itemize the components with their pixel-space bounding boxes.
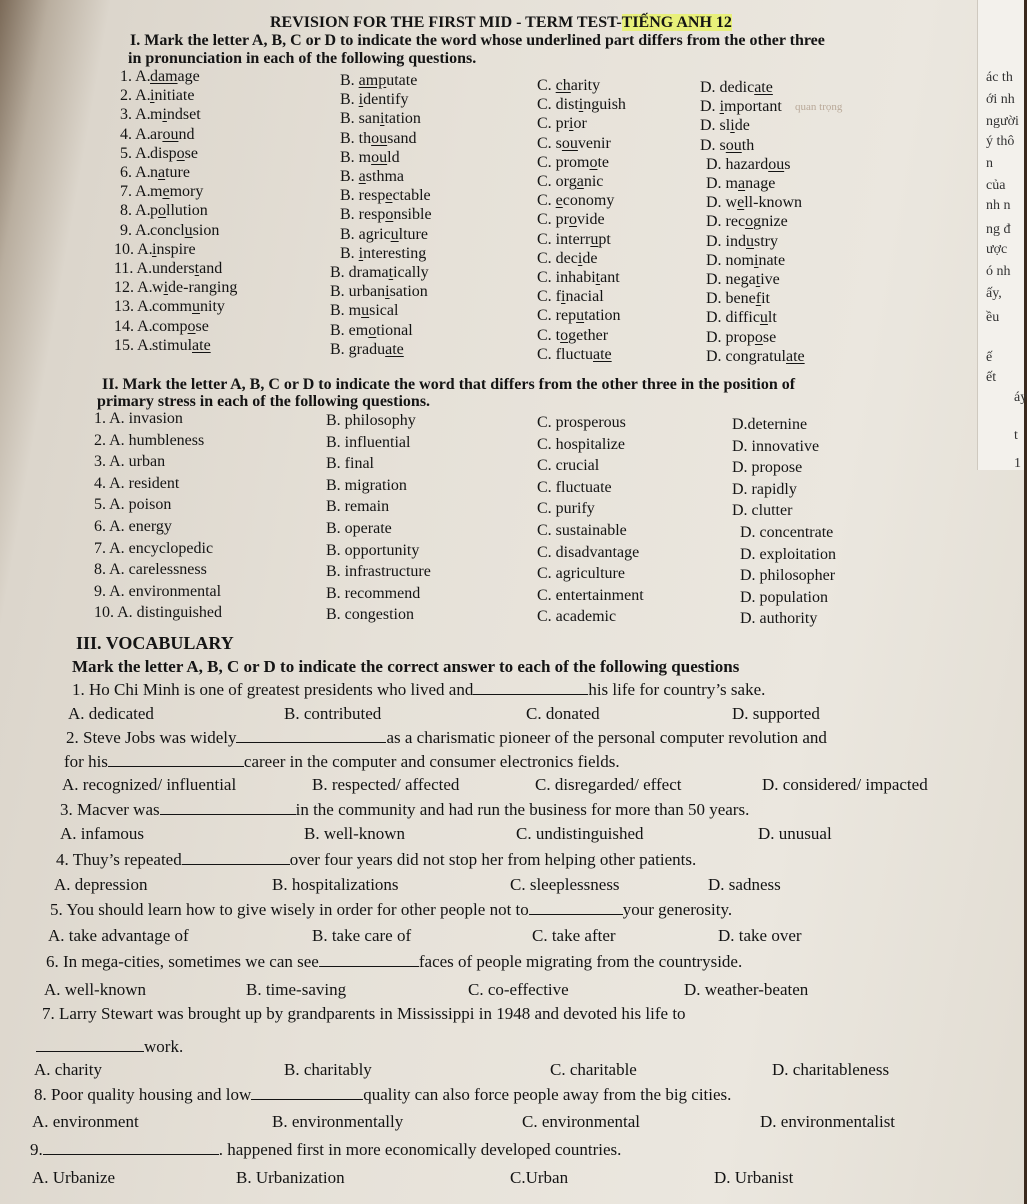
margin-note-4: ý thô <box>986 134 1015 149</box>
s3-q1-option-c: C. donated <box>526 704 600 723</box>
s3-q4-option-b: B. hospitalizations <box>272 875 399 894</box>
margin-note-2: ới nh <box>986 92 1015 107</box>
s1-q7-number: 7. A. <box>120 183 151 201</box>
s1-q2-number: 2. A. <box>120 87 151 105</box>
s2-q2-option-c: C. hospitalize <box>537 435 625 453</box>
margin-note-9: ược <box>986 242 1008 257</box>
s1-q7-option-a: memory <box>150 183 204 201</box>
s2-q4-option-d: D. rapidly <box>732 480 797 498</box>
s3-q7-stem-cont-blank[interactable] <box>36 1037 144 1052</box>
s2-q1-option-c: C. prosperous <box>537 414 626 431</box>
margin-note-7: nh n <box>986 198 1011 213</box>
s1-q3-option-b: B. sanitation <box>340 110 421 128</box>
s1-q1-option-b: B. amputate <box>340 72 418 89</box>
s3-q5-stem: 5. You should learn how to give wisely in order for other people not to your generosity. <box>50 900 733 919</box>
s2-q10-option-a: 10. A. distinguished <box>94 604 223 622</box>
s1-q12-option-c: C. finacial <box>537 288 604 306</box>
s2-q6-option-c: C. sustainable <box>537 522 627 539</box>
s2-q9-option-a: 9. A. environmental <box>94 582 222 600</box>
s1-q4-option-d: D. south <box>700 136 755 154</box>
s2-q3-option-a: 3. A. urban <box>94 453 166 471</box>
margin-note-1: ác th <box>986 70 1013 85</box>
s1-q3-option-a: mindset <box>150 106 201 124</box>
s3-q2-option-b: B. respected/ affected <box>312 775 460 794</box>
s1-q6-number: 6. A. <box>120 164 151 181</box>
s1-q10-number: 10. A. <box>114 240 153 258</box>
s1-q7-option-d: D. well-known <box>706 194 802 212</box>
s1-q7-option-b: B. respectable <box>340 187 431 205</box>
s1-q6-option-b: B. asthma <box>340 168 404 185</box>
s1-q9-option-b: B. agriculture <box>340 225 428 243</box>
s1-q6-option-d: D. manage <box>706 175 776 192</box>
s3-q8-option-b: B. environmentally <box>272 1112 404 1131</box>
s1-q15-option-c: C. fluctuate <box>537 345 612 363</box>
s1-q11-option-b: B. dramatically <box>330 264 429 281</box>
margin-note-12: ều <box>986 310 1000 325</box>
s2-q5-option-a: 5. A. poison <box>94 496 172 514</box>
s3-q5-option-d: D. take over <box>718 926 802 945</box>
s1-q13-option-d: D. difficult <box>706 309 777 327</box>
s1-q1-number: 1. A. <box>120 68 151 85</box>
s1-q13-option-a: community <box>152 298 225 316</box>
s1-q9-option-c: C. interrupt <box>537 230 611 248</box>
s1-q4-option-a: around <box>150 125 195 143</box>
s3-q2-stem-cont-blank[interactable] <box>108 752 244 767</box>
s3-q2-stem-cont: for his career in the computer and consumer electronics fields. <box>64 752 620 771</box>
s3-q3-option-c: C. undistinguished <box>516 824 644 843</box>
s1-q9-number: 9. A. <box>120 221 151 239</box>
s1-q3-option-c: C. prior <box>537 115 587 133</box>
s2-q10-option-b: B. congestion <box>326 606 414 624</box>
s3-q5-option-b: B. take care of <box>312 926 412 945</box>
margin-note-16: t <box>1014 428 1018 443</box>
s3-q8-option-c: C. environmental <box>522 1112 641 1131</box>
s1-q14-option-b: B. emotional <box>330 321 413 339</box>
s1-q10-option-c: C. decide <box>537 249 598 267</box>
margin-note-13: ế <box>986 350 993 365</box>
s1-q1-option-d: D. dedicate <box>700 79 773 96</box>
s2-q4-option-c: C. fluctuate <box>537 478 612 496</box>
s2-q10-option-d: D. authority <box>740 610 818 628</box>
s1-q10-option-a: inspire <box>152 240 196 258</box>
s3-q7-option-a: A. charity <box>34 1060 102 1079</box>
s1-q8-option-d: D. recognize <box>706 213 788 231</box>
section1-heading-cont: in pronunciation in each of the following questions. <box>128 50 477 67</box>
s3-q9-option-d: D. Urbanist <box>714 1168 794 1187</box>
s1-q2-option-a: initiate <box>150 87 195 105</box>
s1-q10-option-b: B. interesting <box>340 244 427 262</box>
s3-q2-option-d: D. considered/ impacted <box>762 775 928 794</box>
s3-q3-stem: 3. Macver was in the community and had run the business for more than 50 years. <box>60 800 750 819</box>
s1-q13-option-b: B. musical <box>330 302 399 320</box>
section2-heading: II. Mark the letter A, B, C or D to indicate the word that differs from the other three in the position of <box>102 376 796 393</box>
s3-q6-stem: 6. In mega-cities, sometimes we can see faces of people migrating from the countryside. <box>46 952 743 971</box>
s2-q9-option-d: D. population <box>740 588 828 606</box>
s1-q8-option-b: B. responsible <box>340 206 432 224</box>
s3-q7-option-c: C. charitable <box>550 1060 637 1079</box>
s1-q12-option-b: B. urbanisation <box>330 283 428 301</box>
s1-q8-option-a: pollution <box>150 202 208 220</box>
s1-q3-number: 3. A. <box>120 106 151 124</box>
s3-q9-stem: 9. . happened first in more economically developed countries. <box>30 1140 622 1159</box>
margin-note-6: của <box>986 178 1006 193</box>
s3-q9-option-c: C.Urban <box>510 1168 569 1187</box>
s1-q5-option-b: B. mould <box>340 148 400 166</box>
s1-q6-option-c: C. organic <box>537 173 604 190</box>
s2-q9-option-c: C. entertainment <box>537 586 644 604</box>
s3-q3-option-d: D. unusual <box>758 824 832 843</box>
margin-note-11: ấy, <box>986 286 1002 301</box>
s3-q2-stem-blank[interactable] <box>236 728 386 743</box>
s2-q1-option-a: 1. A. invasion <box>94 410 183 427</box>
s2-q6-option-d: D. concentrate <box>740 524 834 541</box>
s2-q1-option-d: D.deternine <box>732 416 808 433</box>
s1-q4-number: 4. A. <box>120 125 151 143</box>
s3-q7-stem: 7. Larry Stewart was brought up by grandparents in Mississippi in 1948 and devoted his life to <box>42 1004 686 1023</box>
s3-q8-stem: 8. Poor quality housing and low quality can also force people away from the big cities. <box>34 1085 732 1104</box>
pencil-annotation: quan trọng <box>795 101 843 113</box>
s1-q14-option-d: D. propose <box>706 328 777 346</box>
s1-q15-option-b: B. graduate <box>330 340 404 358</box>
s3-q3-option-b: B. well-known <box>304 824 406 843</box>
s2-q1-option-b: B. philosophy <box>326 412 416 429</box>
s1-q2-option-c: C. distinguish <box>537 96 626 114</box>
s3-q6-stem-blank[interactable] <box>319 952 419 967</box>
s1-q5-option-a: dispose <box>150 144 198 162</box>
s2-q5-option-b: B. remain <box>326 498 390 516</box>
s2-q3-option-d: D. propose <box>732 459 803 477</box>
s1-q1-option-a: damage <box>150 68 200 85</box>
s2-q2-option-b: B. influential <box>326 433 411 451</box>
s1-q15-option-a: stimulate <box>152 336 211 354</box>
s1-q8-number: 8. A. <box>120 202 151 220</box>
section3-heading: III. VOCABULARY <box>76 633 234 653</box>
s1-q5-option-d: D. hazardous <box>706 155 791 173</box>
s1-q2-option-d: D. important <box>700 98 782 116</box>
s1-q1-option-c: C. charity <box>537 77 601 94</box>
s3-q2-option-a: A. recognized/ influential <box>62 775 237 794</box>
s1-q14-number: 14. A. <box>114 317 153 335</box>
s1-q9-option-a: conclusion <box>150 221 220 239</box>
s3-q6-option-b: B. time-saving <box>246 980 347 999</box>
s1-q12-option-a: wide-ranging <box>152 279 238 297</box>
s3-q9-option-b: B. Urbanization <box>236 1168 345 1187</box>
s3-q3-stem-blank[interactable] <box>160 800 296 815</box>
s1-q12-option-d: D. benefit <box>706 290 770 308</box>
s3-q6-option-d: D. weather-beaten <box>684 980 809 999</box>
s3-q1-option-b: B. contributed <box>284 704 382 723</box>
s1-q12-number: 12. A. <box>114 279 153 297</box>
s3-q2-stem: 2. Steve Jobs was widely as a charismatic pioneer of the personal computer revolution and <box>66 728 827 747</box>
s3-q7-stem-cont: work. <box>36 1037 183 1057</box>
s2-q7-option-c: C. disadvantage <box>537 543 640 561</box>
s3-q1-stem: 1. Ho Chi Minh is one of greatest presidents who lived and his life for country’s sake. <box>72 680 766 699</box>
margin-note-5: n <box>986 156 993 171</box>
s2-q8-option-d: D. philosopher <box>740 567 836 585</box>
s3-q4-stem: 4. Thuy’s repeated over four years did not stop her from helping other patients. <box>56 850 697 869</box>
margin-note-17: 1 <box>1014 456 1021 471</box>
s2-q4-option-a: 4. A. resident <box>94 474 180 492</box>
section1-heading: I. Mark the letter A, B, C or D to indicate the word whose underlined part differs from the other three <box>130 32 825 49</box>
s3-q6-option-a: A. well-known <box>44 980 146 999</box>
s1-q2-option-b: B. identify <box>340 91 409 109</box>
s3-q9-stem-blank[interactable] <box>43 1140 219 1155</box>
s1-q11-option-d: D. negative <box>706 271 780 288</box>
s2-q7-option-a: 7. A. encyclopedic <box>94 539 214 557</box>
s3-q9-option-a: A. Urbanize <box>32 1168 116 1187</box>
s3-q8-stem-blank[interactable] <box>251 1085 363 1100</box>
s2-q7-option-b: B. opportunity <box>326 541 420 559</box>
s1-q5-option-c: C. promote <box>537 153 609 171</box>
s1-q15-option-d: D. congratulate <box>706 347 805 365</box>
s3-q2-option-c: C. disregarded/ effect <box>535 775 682 794</box>
s3-q7-option-b: B. charitably <box>284 1060 372 1079</box>
s1-q3-option-d: D. slide <box>700 117 750 135</box>
s3-q8-option-d: D. environmentalist <box>760 1112 896 1131</box>
s3-q8-option-a: A. environment <box>32 1112 139 1131</box>
section3-instruction: Mark the letter A, B, C or D to indicate the correct answer to each of the following questions <box>72 657 740 676</box>
s1-q4-option-c: C. souvenir <box>537 134 611 152</box>
s3-q3-option-a: A. infamous <box>60 824 145 843</box>
s3-q1-option-a: A. dedicated <box>68 704 154 723</box>
s3-q5-stem-blank[interactable] <box>529 900 623 915</box>
margin-note-15: áy <box>1014 390 1027 405</box>
s2-q8-option-a: 8. A. carelessness <box>94 561 207 579</box>
s3-q4-stem-blank[interactable] <box>182 850 290 865</box>
s2-q7-option-d: D. exploitation <box>740 545 836 563</box>
s3-q6-option-c: C. co-effective <box>468 980 569 999</box>
section2-heading-cont: primary stress in each of the following questions. <box>97 393 431 410</box>
s3-q5-option-a: A. take advantage of <box>48 926 189 945</box>
s1-q13-number: 13. A. <box>114 298 153 316</box>
s2-q10-option-c: C. academic <box>537 608 617 626</box>
s2-q5-option-d: D. clutter <box>732 502 793 520</box>
s1-q10-option-d: D. nominate <box>706 251 786 269</box>
s2-q9-option-b: B. recommend <box>326 584 421 602</box>
s3-q1-stem-blank[interactable] <box>473 680 588 695</box>
s2-q6-option-b: B. operate <box>326 520 392 537</box>
s1-q8-option-c: C. provide <box>537 211 605 229</box>
s1-q11-option-c: C. inhabitant <box>537 269 620 286</box>
s1-q14-option-c: C. together <box>537 326 609 344</box>
s1-q13-option-c: C. reputation <box>537 307 621 325</box>
s2-q8-option-c: C. agriculture <box>537 565 625 583</box>
s3-q7-option-d: D. charitableness <box>772 1060 890 1079</box>
margin-note-8: ng đ <box>986 222 1011 237</box>
s2-q4-option-b: B. migration <box>326 476 407 494</box>
s1-q5-number: 5. A. <box>120 144 151 162</box>
s3-q5-option-c: C. take after <box>532 926 616 945</box>
s3-q1-option-d: D. supported <box>732 704 820 723</box>
s1-q6-option-a: nature <box>150 164 190 181</box>
s2-q6-option-a: 6. A. energy <box>94 518 172 535</box>
s1-q9-option-d: D. industry <box>706 232 778 250</box>
margin-note-10: ó nh <box>986 264 1011 279</box>
s1-q15-number: 15. A. <box>114 336 153 354</box>
s1-q14-option-a: compose <box>152 317 209 335</box>
margin-note-14: ết <box>986 370 997 385</box>
s3-q4-option-c: C. sleeplessness <box>510 875 620 894</box>
s1-q11-number: 11. A. <box>114 260 153 277</box>
s2-q5-option-c: C. purify <box>537 500 595 518</box>
s3-q4-option-a: A. depression <box>54 875 148 894</box>
s3-q4-option-d: D. sadness <box>708 875 781 894</box>
page-title: REVISION FOR THE FIRST MID - TERM TEST-TIẾNG ANH 12 <box>270 14 732 31</box>
s2-q8-option-b: B. infrastructure <box>326 563 431 581</box>
s2-q3-option-b: B. final <box>326 455 374 473</box>
s1-q7-option-c: C. economy <box>537 192 615 210</box>
s1-q11-option-a: understand <box>152 260 223 277</box>
s2-q2-option-a: 2. A. humbleness <box>94 431 205 449</box>
s2-q2-option-d: D. innovative <box>732 437 820 455</box>
s1-q4-option-b: B. thousand <box>340 129 417 147</box>
s2-q3-option-c: C. crucial <box>537 457 600 475</box>
margin-note-3: người <box>986 114 1019 129</box>
